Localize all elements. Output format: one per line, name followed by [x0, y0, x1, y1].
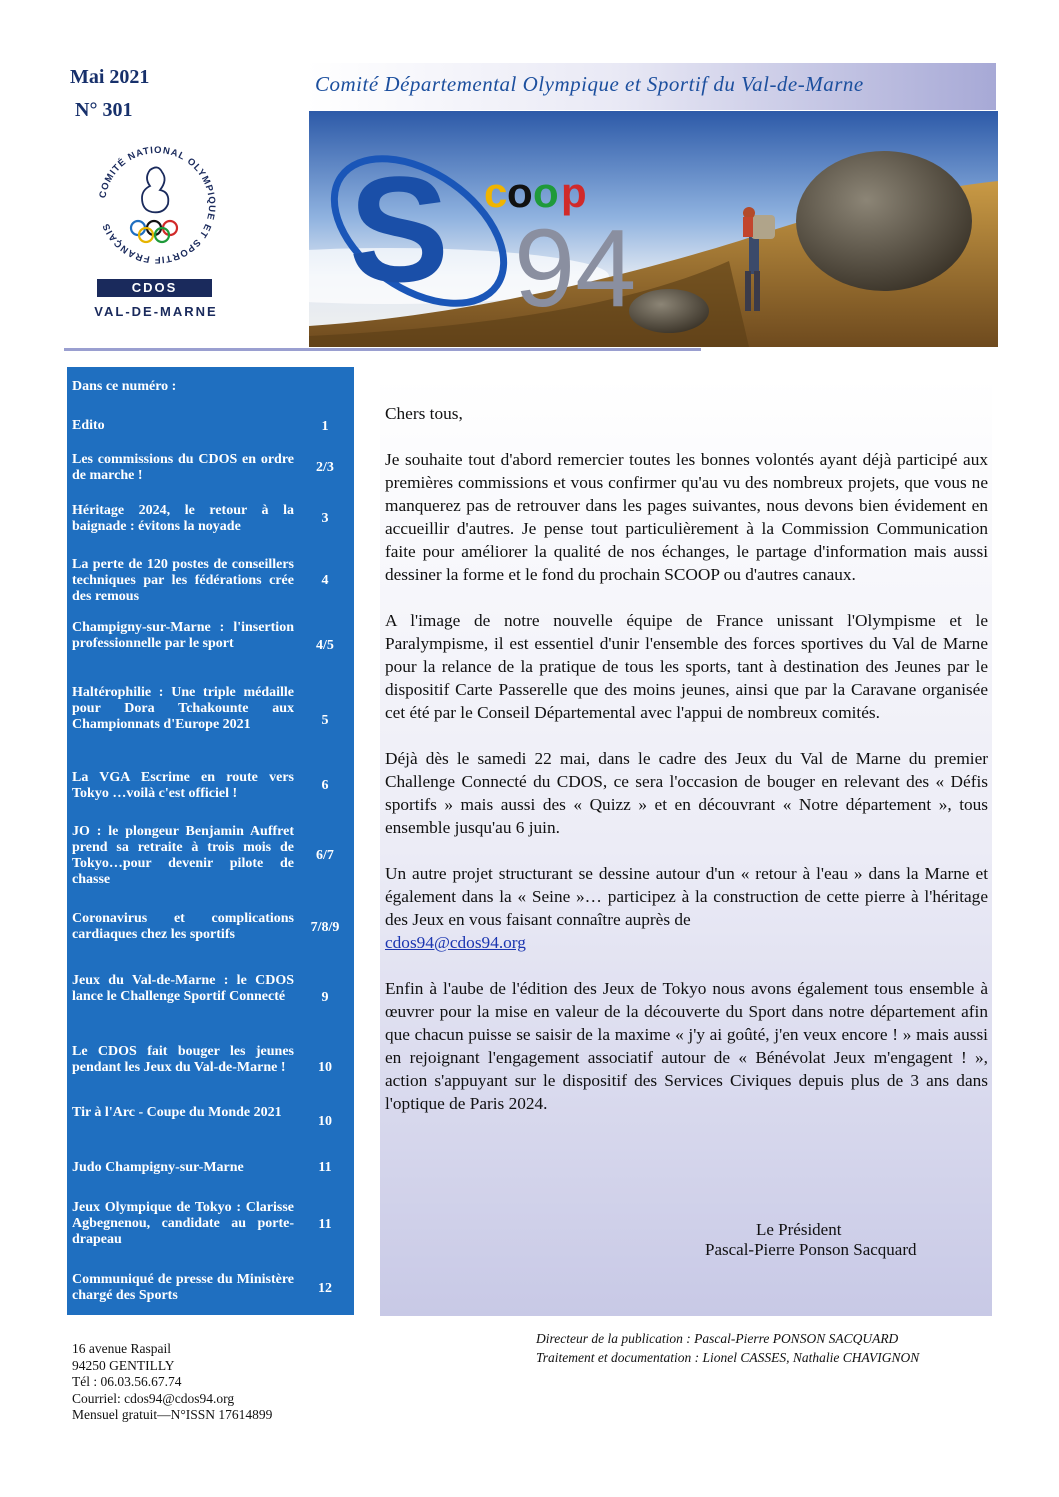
toc-item[interactable]: [72, 503, 351, 535]
hero-illustration: [309, 111, 998, 347]
toc-item[interactable]: [72, 824, 351, 888]
issue-number: N° 301: [75, 99, 133, 121]
hero-brand-number: 94: [514, 207, 637, 330]
toc-item-page: 4/5: [316, 638, 334, 653]
phone-line: Tél : 06.03.56.67.74: [72, 1374, 182, 1389]
svg-text:p: p: [561, 169, 587, 216]
toc-item-page: 10: [318, 1114, 332, 1129]
toc-item-title: La perte de 120 postes de conseillers techniques par les fédérations crée des remous: [72, 557, 294, 604]
hero-brand-s: S: [349, 145, 450, 313]
toc-item-title: La VGA Escrime en route vers Tokyo …voilà c'est officiel !: [72, 770, 294, 801]
svg-text:o: o: [507, 169, 533, 216]
email-link[interactable]: cdos94@cdos94.org: [385, 933, 526, 952]
toc-item[interactable]: [72, 418, 351, 434]
toc-item[interactable]: [72, 1105, 351, 1129]
toc-item[interactable]: [72, 1160, 351, 1176]
email-line: Courriel: cdos94@cdos94.org: [72, 1390, 235, 1406]
publication-credits: [536, 1329, 919, 1367]
toc-item[interactable]: [72, 685, 351, 733]
letter-paragraph: Enfin à l'aube de l'édition des Jeux de Tokyo nous avons également tous ensemble à œuvrer pour la mise en valeur de la découverte du Sport dans notre département afin que chacun puisse se saisir de la maxime « j'y ai goûté, j'en veux encore ! » mais aussi en rejoignant l'engagement associatif autour de « Bénévolat Jeux m'engagent ! », action s'appuyant sur le dispositif des Services Civiques depuis plus de 3 ans dans l'optique de Paris 2024.: [385, 979, 988, 1113]
toc-item-title: Jeux Olympique de Tokyo : Clarisse Agbegnenou, candidate au porte-drapeau: [72, 1200, 294, 1247]
toc-item-page: 9: [321, 990, 329, 1005]
toc-item[interactable]: [72, 1272, 351, 1304]
signature-name: Pascal-Pierre Ponson Sacquard: [705, 1240, 917, 1259]
toc-item[interactable]: [72, 770, 351, 802]
toc-item-page: 5: [321, 713, 329, 728]
cdos-department-label: VAL-DE-MARNE: [94, 304, 218, 319]
toc-item-title: Héritage 2024, le retour à la baignade : évitons la noyade: [72, 503, 294, 534]
toc-item-page: 2/3: [316, 460, 334, 475]
toc-item-title: Champigny-sur-Marne : l'insertion professionnelle par le sport: [72, 620, 294, 651]
toc-item-title: JO : le plongeur Benjamin Auffret prend sa retraite à trois mois de Tokyo…pour devenir pilote de chasse: [72, 824, 294, 887]
table-of-contents: [67, 367, 354, 1315]
editorial-letter: [380, 378, 992, 1316]
address-line: 16 avenue Raspail: [72, 1341, 171, 1356]
toc-item-title: Haltérophilie : Une triple médaille pour Dora Tchakounte aux Championnats d'Europe 2021: [72, 685, 294, 732]
toc-item-page: 7/8/9: [310, 920, 340, 935]
toc-item-title: Jeux du Val-de-Marne : le CDOS lance le Challenge Sportif Connecté: [72, 973, 294, 1004]
toc-item-page: 6/7: [316, 848, 334, 863]
toc-item-title: Les commissions du CDOS en ordre de marche !: [72, 452, 294, 483]
letter-body: [385, 402, 988, 1138]
toc-item-page: 12: [318, 1281, 332, 1296]
toc-item-title: Tir à l'Arc - Coupe du Monde 2021: [72, 1105, 282, 1120]
toc-item-title: Judo Champigny-sur-Marne: [72, 1160, 244, 1175]
issn-line: Mensuel gratuit—N°ISSN 17614899: [72, 1407, 273, 1422]
toc-item[interactable]: [72, 911, 351, 943]
toc-item-title: Communiqué de presse du Ministère chargé des Sports: [72, 1272, 294, 1303]
toc-item-title: Edito: [72, 418, 105, 433]
letter-paragraph: [385, 862, 988, 954]
address-line: 94250 GENTILLY: [72, 1357, 175, 1373]
svg-text:o: o: [533, 169, 559, 216]
cdos-label: CDOS: [97, 279, 212, 297]
credit-documentation: Traitement et documentation : Lionel CASSES, Nathalie CHAVIGNON: [536, 1350, 920, 1365]
header-divider: [64, 348, 701, 351]
toc-item[interactable]: [72, 452, 351, 484]
toc-item-page: 10: [318, 1060, 332, 1075]
toc-item-page: 4: [321, 573, 329, 588]
letter-greeting: Chers tous,: [385, 404, 463, 423]
toc-item-page: 1: [321, 419, 329, 434]
cnosf-logo: [92, 140, 222, 270]
toc-item-page: 3: [321, 511, 329, 526]
toc-item-page: 11: [318, 1217, 332, 1232]
toc-item-title: Coronavirus et complications cardiaques chez les sportifs: [72, 911, 294, 942]
signature-role: Le Président: [756, 1220, 842, 1239]
credit-director: Directeur de la publication : Pascal-Pierre PONSON SACQUARD: [536, 1331, 899, 1346]
toc-item-page: 6: [321, 778, 329, 793]
toc-item[interactable]: [72, 1044, 351, 1076]
letter-paragraph: A l'image de notre nouvelle équipe de France unissant l'Olympisme et le Paralympisme, il est essentiel d'unir l'ensemble des forces sportives du Val de Marne pour la relance de la pratique de tous les sports, tant à destination des Jeunes par le dispositif Carte Passerelle que des moins jeunes, ainsi que par la Caravane organisée cet été par le Conseil Départemental avec l'appui de nombreux comités.: [385, 611, 988, 722]
letter-paragraph: Je souhaite tout d'abord remercier toutes les bonnes volontés ayant déjà participé aux premières commissions et vous confirmer qu'au vu des nombreux projets, que vous ne manquerez pas de retrouver dans les pages suivantes, nous devons bien évidement en accueillir d'autres. Je pense tout particulièrement à la Commission Communication faite pour améliorer la qualité de nos échanges, le partage d'information mais aussi dessiner la forme et le fond du prochain SCOOP ou d'autres canaux.: [385, 450, 988, 584]
toc-item[interactable]: [72, 973, 351, 1005]
letter-paragraph-text: Un autre projet structurant se dessine autour d'un « retour à l'eau » dans la Marne et également dans la « Seine »… participez à la construction de cette pierre à l'héritage des Jeux en vous faisant connaître auprès de: [385, 864, 988, 929]
toc-item[interactable]: [72, 557, 351, 605]
cnosf-ring-text: COMITÉ NATIONAL OLYMPIQUE ET SPORTIF FRANÇAIS: [97, 144, 218, 266]
toc-item-page: 11: [318, 1160, 332, 1175]
svg-text:c: c: [484, 169, 508, 216]
issue-date: Mai 2021: [70, 66, 150, 88]
toc-item[interactable]: [72, 620, 351, 652]
toc-heading: Dans ce numéro :: [72, 379, 177, 394]
toc-item-title: Le CDOS fait bouger les jeunes pendant les Jeux du Val-de-Marne !: [72, 1044, 294, 1075]
letter-paragraph: Déjà dès le samedi 22 mai, dans le cadre des Jeux du Val de Marne du premier Challenge Connecté du CDOS, ce sera l'occasion de bouger en relevant des « Défis sportifs » mais aussi des « Quizz » et en découvrant « Notre département », tous ensemble jusqu'au 6 juin.: [385, 749, 988, 837]
svg-text:COMITÉ NATIONAL OLYMPIQUE ET S: [97, 145, 217, 265]
toc-item[interactable]: [72, 1200, 351, 1248]
hero-banner: [309, 111, 998, 347]
organization-title: Comité Départemental Olympique et Sportif du Val-de-Marne: [315, 72, 864, 96]
contact-address: [72, 1341, 272, 1424]
